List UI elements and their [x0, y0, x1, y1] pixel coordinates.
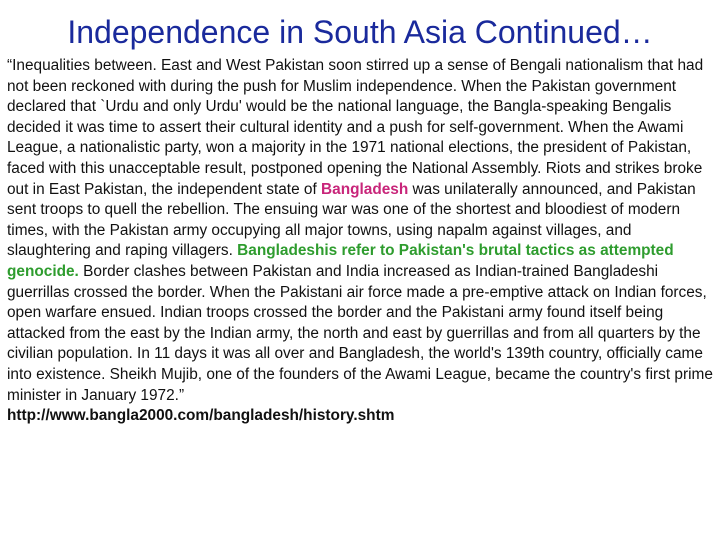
quote-text-part-1: “Inequalities between. East and West Pakistan soon stirred up a sense of Bengali nationalism that had not been reckoned with during the push for Muslim independence. When the Pakistan government declared that `Urdu and only Urdu' would be the national language, the Bangla-speaking Bengalis decided it was time to assert their cultural identity and a push for self-government. When the Awami League, a nationalistic party, won a majority in the 1971 national elections, the president of Pakistan, faced with this unacceptable result, postponed opening the National Assembly. Riots and strikes broke out in East Pakistan, the independent state of — [7, 57, 704, 198]
source-link[interactable]: http://www.bangla2000.com/bangladesh/history.shtm — [7, 407, 395, 425]
slide-title: Independence in South Asia Continued… — [67, 14, 653, 50]
quote-paragraph — [7, 56, 715, 427]
quote-text-part-3: Border clashes between Pakistan and India increased as Indian-trained Bangladeshi guerrillas crossed the border. When the Pakistani air force made a pre-emptive attack on Indian forces, open warfare ensued. Indian troops crossed the border and the Pakistani army found itself being attacked from the east by the Indian army, the north and east by guerrillas and from all quarters by the civilian population. In 11 days it was all over and Bangladesh, the world's 139th country, officially came into existence. Sheikh Mujib, one of the founders of the Awami League, became the country's first prime minister in January 1972.” — [7, 262, 713, 404]
genocide-highlight: Bangladeshis refer to Pakistan's brutal tactics as attempted genocide. — [7, 242, 674, 280]
bangladesh-highlight: Bangladesh — [321, 180, 409, 198]
quote-text-part-2: was unilaterally announced, and Pakistan sent troops to quell the rebellion. The ensuing war was one of the shortest and bloodiest of modern times, with the Pakistan army occupying all major towns, using napalm against villages, and slaughtering and raping villagers. — [7, 180, 696, 260]
